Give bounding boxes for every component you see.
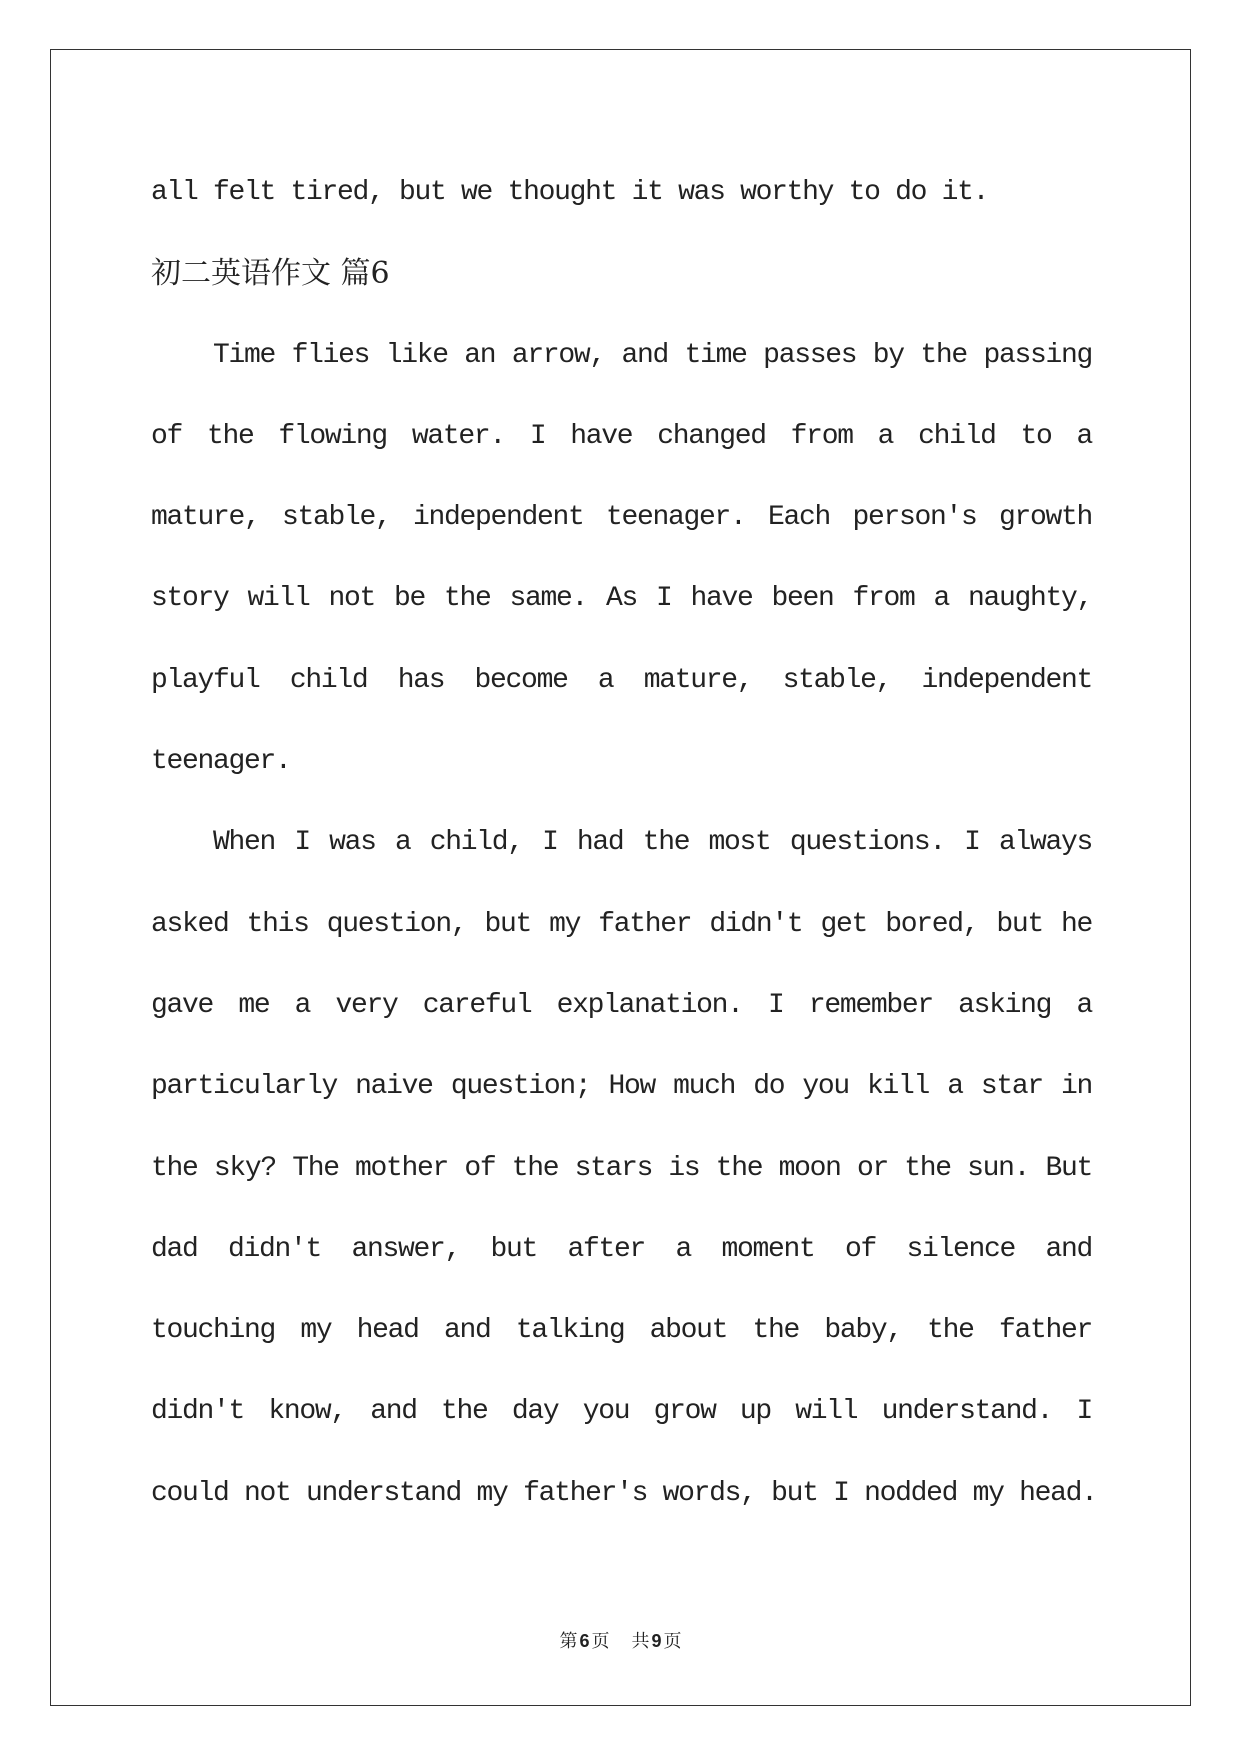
total-pages: 9: [651, 1631, 662, 1651]
paragraph-line: could not understand my father's words, but I nodded my head.: [151, 1477, 1097, 1509]
paragraph-line: Time flies like an arrow, and time passes by the passing: [213, 339, 1092, 371]
page-suffix: 页: [591, 1631, 610, 1652]
paragraph-line: touching my head and talking about the baby, the father: [151, 1315, 1092, 1347]
paragraph-line: particularly naive question; How much do you kill a star in: [151, 1071, 1092, 1103]
paragraph-line: the sky? The mother of the stars is the moon or the sun. But: [151, 1152, 1092, 1184]
paragraph-line: of the flowing water. I have changed from a child to a: [151, 420, 1092, 452]
page-footer: [0, 1628, 1241, 1655]
paragraph-line: asked this question, but my father didn't get bored, but he: [151, 908, 1092, 940]
paragraph-1: [151, 315, 1092, 803]
section-heading: 初二英语作文 篇6: [151, 256, 390, 292]
paragraph-line: story will not be the same. As I have been from a naughty,: [151, 583, 1092, 615]
paragraph-2: [151, 802, 1097, 1534]
total-prefix: 共: [631, 1631, 650, 1652]
paragraph-line: playful child has become a mature, stable, independent: [151, 664, 1092, 696]
paragraph-line: didn't know, and the day you grow up will understand. I: [151, 1396, 1092, 1428]
continuation-line: all felt tired, but we thought it was worthy to do it.: [151, 177, 989, 208]
page-number: 6: [579, 1631, 590, 1651]
paragraph-line: dad didn't answer, but after a moment of silence and: [151, 1233, 1092, 1265]
paragraph-line: mature, stable, independent teenager. Each person's growth: [151, 502, 1092, 534]
paragraph-line: teenager.: [151, 746, 291, 778]
page-prefix: 第: [559, 1631, 578, 1652]
total-suffix: 页: [663, 1631, 682, 1652]
paragraph-line: When I was a child, I had the most questions. I always: [213, 827, 1092, 859]
paragraph-line: gave me a very careful explanation. I remember asking a: [151, 989, 1092, 1021]
document-body: [151, 152, 1097, 1534]
